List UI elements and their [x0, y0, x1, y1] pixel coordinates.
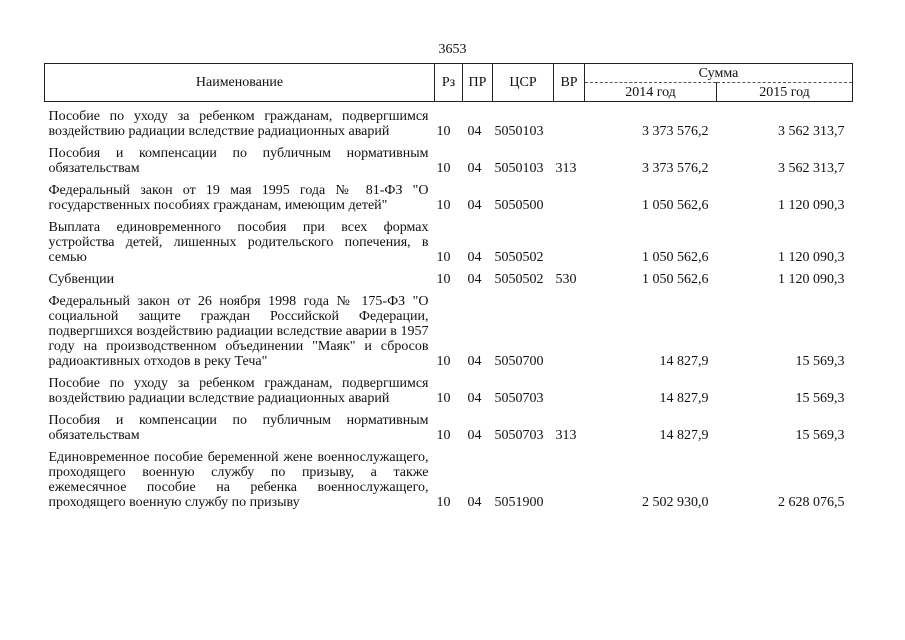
- row-amount-2014: 3 373 576,2: [642, 124, 709, 139]
- row-rz: 10: [436, 161, 451, 176]
- row-amount-2014: 2 502 930,0: [642, 495, 709, 510]
- row-pr: 04: [467, 495, 482, 510]
- row-csr: 5050703: [494, 428, 544, 443]
- row-vr: 313: [555, 428, 577, 443]
- header-vr: ВР: [554, 64, 585, 102]
- table-row: [45, 141, 853, 178]
- row-amount-2015: 2 628 076,5: [778, 495, 845, 510]
- row-vr: [554, 102, 585, 142]
- row-vr: 313: [555, 161, 577, 176]
- row-rz: 10: [436, 124, 451, 139]
- table-row: [45, 267, 853, 289]
- row-rz: 10: [436, 354, 451, 369]
- table-row: [45, 102, 853, 142]
- header-sum: Сумма: [585, 64, 853, 83]
- header-year-2015: 2015 год: [717, 83, 853, 102]
- row-pr: 04: [467, 428, 482, 443]
- row-pr: 04: [467, 272, 482, 287]
- row-amount-2015: 3 562 313,7: [778, 124, 845, 139]
- row-amount-2015: 15 569,3: [795, 428, 845, 443]
- header-rz: Рз: [435, 64, 463, 102]
- row-csr: 5050502: [494, 250, 544, 265]
- row-rz: 10: [436, 391, 451, 406]
- row-csr: 5050700: [494, 354, 544, 369]
- page-number: 3653: [438, 42, 467, 57]
- row-csr: 5050500: [494, 198, 544, 213]
- row-rz: 10: [436, 495, 451, 510]
- table-body: [45, 102, 853, 513]
- row-name: Субвенции: [48, 272, 115, 287]
- table-header: [45, 64, 853, 102]
- row-amount-2014: 14 827,9: [659, 354, 709, 369]
- row-amount-2015: 3 562 313,7: [778, 161, 845, 176]
- row-amount-2014: 3 373 576,2: [642, 161, 709, 176]
- row-vr: [554, 178, 585, 215]
- row-amount-2015: 15 569,3: [795, 354, 845, 369]
- row-csr: 5050103: [494, 124, 544, 139]
- row-pr: 04: [467, 198, 482, 213]
- row-csr: 5050703: [494, 391, 544, 406]
- row-pr: 04: [467, 124, 482, 139]
- row-name: Федеральный закон от 19 мая 1995 года № 81-ФЗ "О государственных пособиях гражданам, имеющим детей": [48, 183, 429, 213]
- table-row: [45, 371, 853, 408]
- row-name: Пособия и компенсации по публичным нормативным обязательствам: [48, 413, 429, 443]
- row-vr: [554, 215, 585, 267]
- row-amount-2014: 1 050 562,6: [642, 272, 709, 287]
- table-row: [45, 215, 853, 267]
- header-name: Наименование: [45, 64, 435, 102]
- header-csr: ЦСР: [493, 64, 554, 102]
- row-name: Федеральный закон от 26 ноября 1998 года № 175-ФЗ "О социальной защите граждан Российской Федерации, подвергшихся воздействию радиации вследствие аварии в 1957 году на производственном объединении "Маяк" и сбросов радиоактивных отходов в реку Теча": [48, 294, 429, 369]
- table-row: [45, 408, 853, 445]
- row-vr: 530: [555, 272, 577, 287]
- row-name: Пособие по уходу за ребенком гражданам, подвергшимся воздействию радиации вследствие радиационных аварий: [48, 376, 429, 406]
- row-amount-2015: 1 120 090,3: [778, 250, 845, 265]
- row-pr: 04: [467, 161, 482, 176]
- row-name: Пособия и компенсации по публичным нормативным обязательствам: [48, 146, 429, 176]
- row-pr: 04: [467, 250, 482, 265]
- row-csr: 5050502: [494, 272, 544, 287]
- row-name: Выплата единовременного пособия при всех формах устройства детей, лишенных родительского попечения, в семью: [48, 220, 429, 265]
- row-csr: 5050103: [494, 161, 544, 176]
- row-amount-2014: 14 827,9: [659, 428, 709, 443]
- row-amount-2014: 1 050 562,6: [642, 198, 709, 213]
- row-pr: 04: [467, 391, 482, 406]
- row-pr: 04: [467, 354, 482, 369]
- budget-table: [44, 63, 853, 512]
- table-row: [45, 289, 853, 371]
- row-rz: 10: [436, 428, 451, 443]
- row-rz: 10: [436, 250, 451, 265]
- row-rz: 10: [436, 198, 451, 213]
- row-amount-2015: 15 569,3: [795, 391, 845, 406]
- header-pr: ПР: [463, 64, 493, 102]
- row-amount-2014: 1 050 562,6: [642, 250, 709, 265]
- row-name: Единовременное пособие беременной жене военнослужащего, проходящего военную службу по призыву, а также ежемесячное пособие на ребенка военнослужащего, проходящего военную службу по призыву: [48, 450, 429, 510]
- row-vr: [554, 289, 585, 371]
- row-vr: [554, 371, 585, 408]
- row-amount-2014: 14 827,9: [659, 391, 709, 406]
- row-name: Пособие по уходу за ребенком гражданам, подвергшимся воздействию радиации вследствие радиационных аварий: [48, 109, 429, 139]
- table-row: [45, 178, 853, 215]
- row-amount-2015: 1 120 090,3: [778, 272, 845, 287]
- row-csr: 5051900: [494, 495, 544, 510]
- table-row: [45, 445, 853, 512]
- header-year-2014: 2014 год: [585, 83, 717, 102]
- row-amount-2015: 1 120 090,3: [778, 198, 845, 213]
- row-rz: 10: [436, 272, 451, 287]
- row-vr: [554, 445, 585, 512]
